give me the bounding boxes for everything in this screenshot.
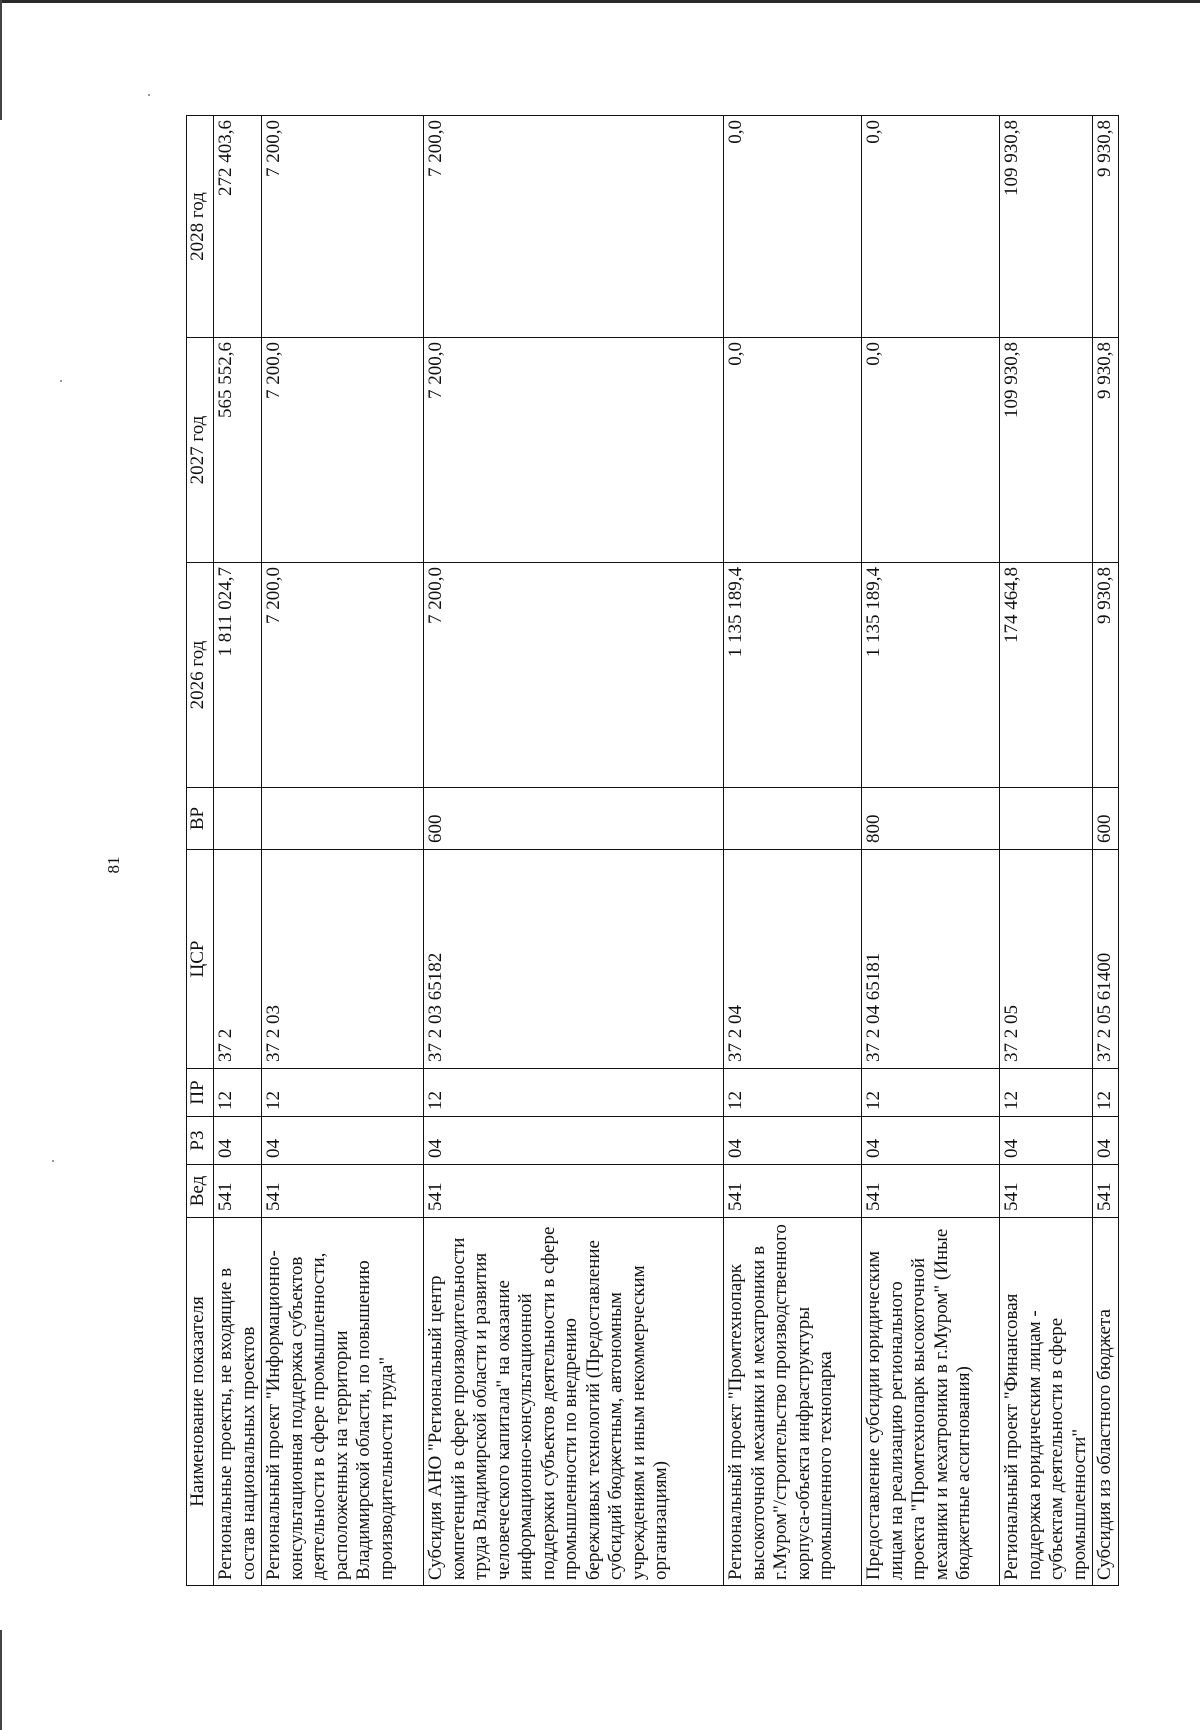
cell-2028: 7 200,0 — [262, 116, 424, 338]
header-2028: 2028 год — [187, 116, 214, 338]
cell-vr: 600 — [1093, 788, 1119, 850]
cell-csr: 37 2 03 65182 — [424, 850, 724, 1069]
table-row — [214, 116, 262, 1586]
cell-name: Предоставление субсидии юридическим лицам на реализацию регионального проекта "Промтехнопарк высокоточной механики и мехатроники в г.Муром" (Иные бюджетные ассигнования) — [862, 1218, 1000, 1586]
cell-rz: 04 — [214, 1117, 262, 1165]
table-row — [1000, 116, 1093, 1586]
cell-pr: 12 — [262, 1069, 424, 1117]
cell-name: Субсидия из областного бюджета — [1093, 1218, 1119, 1586]
header-rz: РЗ — [187, 1117, 214, 1165]
scan-edge-left — [0, 1630, 2, 1730]
table-row — [424, 116, 724, 1586]
scan-edge-top — [0, 0, 1200, 3]
cell-ved: 541 — [1093, 1165, 1119, 1218]
cell-2027: 109 930,8 — [1000, 338, 1093, 563]
header-ved: Вед — [187, 1165, 214, 1218]
cell-vr: 800 — [862, 788, 1000, 850]
cell-2028: 9 930,8 — [1093, 116, 1119, 338]
cell-pr: 12 — [862, 1069, 1000, 1117]
cell-rz: 04 — [262, 1117, 424, 1165]
cell-2026: 1 135 189,4 — [862, 563, 1000, 788]
cell-2026: 1 811 024,7 — [214, 563, 262, 788]
cell-2027: 9 930,8 — [1093, 338, 1119, 563]
cell-2028: 109 930,8 — [1000, 116, 1093, 338]
cell-pr: 12 — [724, 1069, 862, 1117]
cell-pr: 12 — [424, 1069, 724, 1117]
cell-name: Региональный проект "Промтехнопарк высокоточной механики и мехатроники в г.Муром"/строительство производственного корпуса-объекта инфраструктуры промышленного технопарка — [724, 1218, 862, 1586]
cell-vr — [724, 788, 862, 850]
cell-2027: 0,0 — [724, 338, 862, 563]
cell-vr — [1000, 788, 1093, 850]
cell-name: Региональный проект "Информационно-консультационная поддержка субъектов деятельности в сфере промышленности, расположенных на территории Владимирской области, по повышению производительности труда" — [262, 1218, 424, 1586]
cell-rz: 04 — [862, 1117, 1000, 1165]
cell-ved: 541 — [1000, 1165, 1093, 1218]
cell-csr: 37 2 03 — [262, 850, 424, 1069]
cell-vr — [214, 788, 262, 850]
cell-2028: 0,0 — [724, 116, 862, 338]
cell-name: Региональный проект "Финансовая поддержка юридическим лицам - субъектам деятельности в сфере промышленности" — [1000, 1218, 1093, 1586]
cell-2028: 272 403,6 — [214, 116, 262, 338]
cell-2026: 9 930,8 — [1093, 563, 1119, 788]
cell-2027: 7 200,0 — [424, 338, 724, 563]
header-vr: ВР — [187, 788, 214, 850]
cell-rz: 04 — [1000, 1117, 1093, 1165]
rotated-page — [186, 116, 1115, 1586]
scan-speck — [60, 380, 62, 382]
cell-csr: 37 2 04 65181 — [862, 850, 1000, 1069]
cell-2027: 0,0 — [862, 338, 1000, 563]
cell-rz: 04 — [1093, 1117, 1119, 1165]
cell-rz: 04 — [424, 1117, 724, 1165]
cell-name: Субсидия АНО "Региональный центр компетенций в сфере производительности труда Владимирской области и развития человеческого капитала" на оказание информационно-консультационной поддержки субъектов деятельности в сфере промышленности по внедрению бережливых технологий (Предоставление субсидий бюджетным, автономным учреждениям и иным некоммерческим организациям) — [424, 1218, 724, 1586]
header-name: Наименование показателя — [187, 1218, 214, 1586]
cell-vr: 600 — [424, 788, 724, 850]
cell-csr: 37 2 05 — [1000, 850, 1093, 1069]
cell-2026: 7 200,0 — [424, 563, 724, 788]
header-pr: ПР — [187, 1069, 214, 1117]
cell-ved: 541 — [214, 1165, 262, 1218]
cell-2027: 565 552,6 — [214, 338, 262, 563]
header-2027: 2027 год — [187, 338, 214, 563]
cell-ved: 541 — [724, 1165, 862, 1218]
cell-2028: 0,0 — [862, 116, 1000, 338]
page-number: 81 — [104, 856, 123, 874]
cell-2027: 7 200,0 — [262, 338, 424, 563]
budget-table — [186, 115, 1119, 1586]
cell-pr: 12 — [1000, 1069, 1093, 1117]
header-row — [187, 116, 214, 1586]
cell-2026: 7 200,0 — [262, 563, 424, 788]
cell-2028: 7 200,0 — [424, 116, 724, 338]
cell-pr: 12 — [214, 1069, 262, 1117]
scan-edge-left — [0, 0, 2, 120]
cell-2026: 1 135 189,4 — [724, 563, 862, 788]
cell-rz: 04 — [724, 1117, 862, 1165]
cell-2026: 174 464,8 — [1000, 563, 1093, 788]
cell-ved: 541 — [862, 1165, 1000, 1218]
cell-pr: 12 — [1093, 1069, 1119, 1117]
cell-csr: 37 2 04 — [724, 850, 862, 1069]
cell-csr: 37 2 05 61400 — [1093, 850, 1119, 1069]
header-csr: ЦСР — [187, 850, 214, 1069]
header-2026: 2026 год — [187, 563, 214, 788]
cell-csr: 37 2 — [214, 850, 262, 1069]
table-row — [724, 116, 862, 1586]
cell-name: Региональные проекты, не входящие в состав национальных проектов — [214, 1218, 262, 1586]
table-row — [1093, 116, 1119, 1586]
scan-speck — [148, 94, 150, 96]
cell-ved: 541 — [262, 1165, 424, 1218]
table-row — [262, 116, 424, 1586]
scan-speck — [52, 1160, 54, 1162]
cell-ved: 541 — [424, 1165, 724, 1218]
table-row — [862, 116, 1000, 1586]
cell-vr — [262, 788, 424, 850]
